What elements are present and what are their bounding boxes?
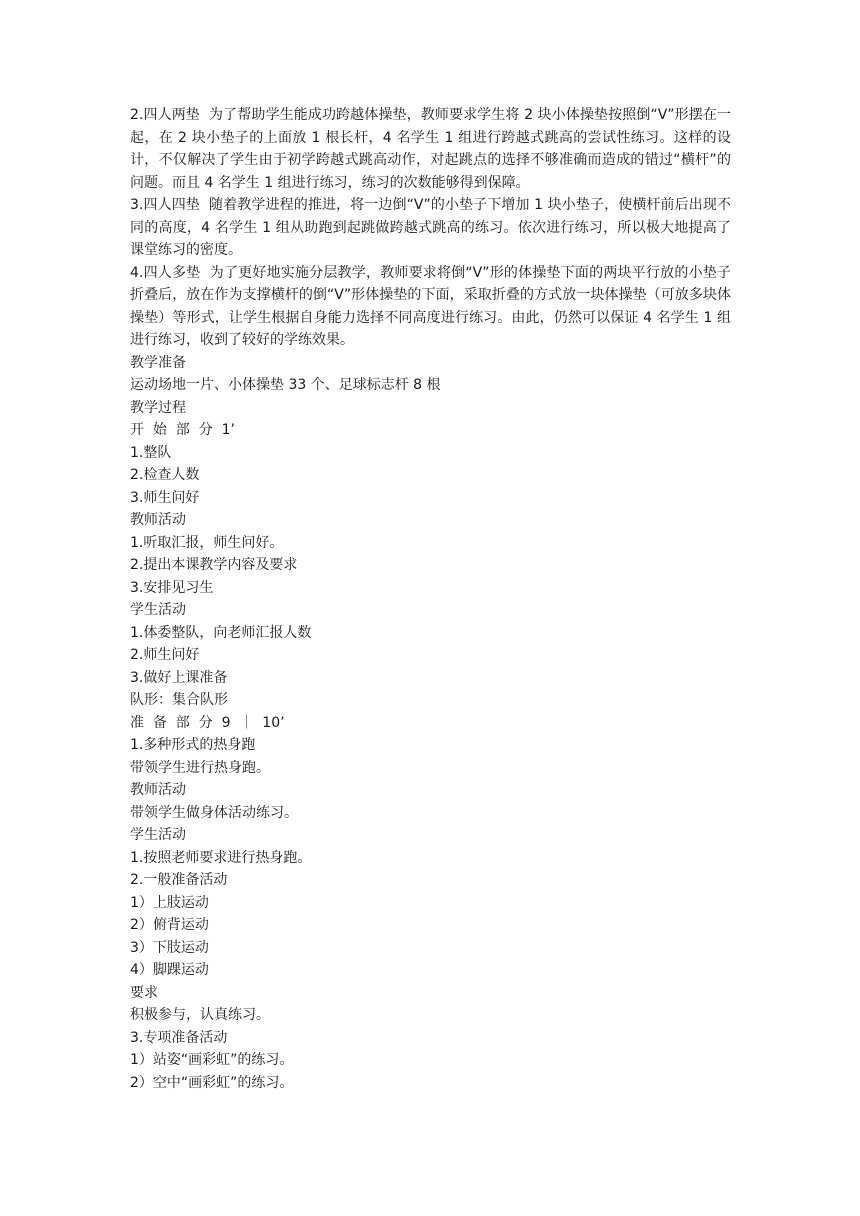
heading-teacher-activity: 教师活动 [130,782,186,798]
list-item: 2）俯背运动 [130,917,209,933]
heading-requirements: 要求 [130,984,158,1001]
heading-teaching-process: 教学过程 [130,399,186,416]
list-item: 1.体委整队，向老师汇报人数 [130,624,312,641]
list-item: 3.安排见习生 [130,579,214,596]
list-item: 1）站姿“画彩虹”的练习。 [130,1052,294,1068]
text-equipment: 运动场地一片、小体操垫 33 个、足球标志杆 8 根 [130,377,441,393]
heading-preparation-section: 准 备 部 分 9 ｜ 10’ [130,714,285,731]
text-line: 积极参与，认真练习。 [130,1007,270,1023]
list-item: 1.整队 [130,444,172,461]
list-item: 2）空中“画彩虹”的练习。 [130,1074,294,1091]
list-item: 3.专项准备活动 [130,1029,228,1046]
heading-student-activity: 学生活动 [130,827,186,843]
list-item: 1.多种形式的热身跑 [130,737,256,753]
heading-teacher-activity: 教师活动 [130,512,186,528]
paragraph-four-people-multi-mats: 4.四人多垫 为了更好地实施分层教学，教师要求将倒“V”形的体操垫下面的两块平行放的小垫子折叠后，放在作为支撑横杆的倒“V”形体操垫的下面，采取折叠的方式放一块体操垫（可放多块体操垫）等形式，让学生根据自身能力选择不同高度进行练习。由此，仍然可以保证 4 名学生 1 组进行练习，收到了较好的学练效果。 [130,264,731,348]
list-item: 3.做好上课准备 [130,669,228,686]
heading-teaching-preparation: 教学准备 [130,354,186,371]
list-item: 1.听取汇报，师生问好。 [130,534,284,551]
list-item: 1）上肢运动 [130,894,209,911]
list-item: 2.检查人数 [130,467,200,483]
text-line: 带领学生做身体活动练习。 [130,804,298,821]
list-item: 2.师生问好 [130,647,200,663]
heading-opening-section: 开 始 部 分 1’ [130,422,235,438]
paragraph-four-people-two-mats: 2.四人两垫 为了帮助学生能成功跨越体操垫，教师要求学生将 2 块小体操垫按照倒“V”形摆在一起，在 2 块小垫子的上面放 1 根长杆，4 名学生 1 组进行跨越式跳高的尝试性练习。这样的设计，不仅解决了学生由于初学跨越式跳高动作，对起跳点的选择不够准确而造成的错过“横杆”的问题。而且 4 名学生 1 组进行练习，练习的次数能够得到保障。 [130,107,731,191]
list-item: 2.一般准备活动 [130,872,228,888]
list-item: 3）下肢运动 [130,939,209,956]
paragraph-four-people-four-mats: 3.四人四垫 随着教学进程的推进，将一边倒“V”的小垫子下增加 1 块小垫子，使横杆前后出现不同的高度，4 名学生 1 组从助跑到起跳做跨越式跳高的练习。依次进行练习，所以极大地提高了课堂练习的密度。 [130,197,731,258]
list-item: 3.师生问好 [130,489,200,506]
list-item: 2.提出本课教学内容及要求 [130,557,298,573]
list-item: 4）脚踝运动 [130,962,209,978]
text-formation: 队形：集合队形 [130,692,228,708]
list-item: 1.按照老师要求进行热身跑。 [130,849,312,866]
text-line: 带领学生进行热身跑。 [130,759,270,776]
heading-student-activity: 学生活动 [130,602,186,618]
document-page [130,104,731,1094]
